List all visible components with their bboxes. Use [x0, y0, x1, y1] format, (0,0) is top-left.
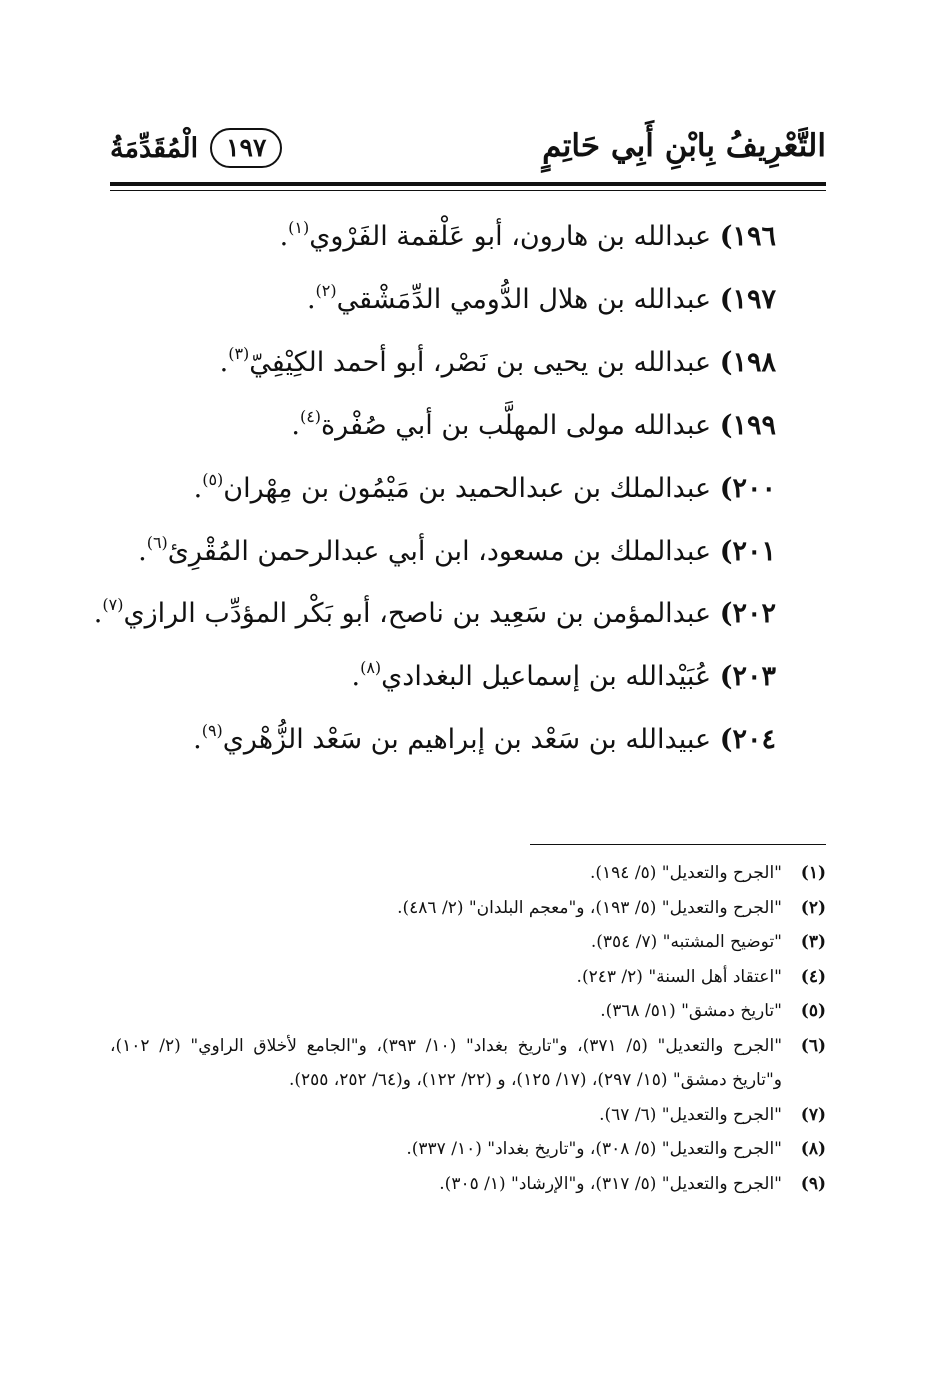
footnote-3 — [110, 925, 826, 960]
entry-text: عُبَيْدالله بن إسماعيل البغدادي — [381, 661, 712, 692]
footnote-number: (٤) — [800, 966, 826, 987]
footnote-6 — [110, 1029, 826, 1098]
entry-number: ١٩٩) — [719, 410, 776, 441]
footnote-ref: (٣) — [228, 344, 250, 363]
entry-text: عبدالله بن هارون، أبو عَلْقمة الفَرْوي — [309, 221, 712, 252]
entry-201: ٢٠١) عبدالملك بن مسعود، ابن أبي عبدالرحمن المُقْرِئ$^{(٦)}$. — [138, 533, 776, 567]
section-title: الْمُقَدِّمَةُ — [110, 132, 199, 164]
footnote-separator — [530, 844, 826, 845]
page-number-badge: ١٩٧ — [210, 128, 282, 168]
footnote-number: (٧) — [800, 1104, 826, 1125]
entry-196: ١٩٦) عبدالله بن هارون، أبو عَلْقمة الفَرْوي$^{(١)}$. — [279, 218, 776, 252]
footnote-ref: (٧) — [102, 595, 124, 614]
entry-text: عبدالمؤمن بن سَعِيد بن ناصح، أبو بَكْر المؤدِّب الرازي — [123, 598, 712, 629]
footnote-ref: (٦) — [146, 533, 168, 552]
footnote-list — [110, 856, 826, 1201]
footnote-number: (٢) — [800, 897, 826, 918]
footnote-ref: (٩) — [201, 721, 223, 740]
entry-198: ١٩٨) عبدالله بن يحيى بن نَصْر، أبو أحمد الكِيْفِيّ$^{(٣)}$. — [219, 344, 776, 378]
footnote-4 — [110, 960, 826, 995]
footnote-text: "الجرح والتعديل" (٥/ ٣٠٨)، و"تاريخ بغداد" (١٠/ ٣٣٧). — [406, 1139, 782, 1159]
running-header — [110, 120, 826, 180]
entry-number: ٢٠٤) — [719, 724, 776, 755]
footnote-text: "الجرح والتعديل" (٥/ ١٩٣)، و"معجم البلدان" (٢/ ٤٨٦). — [397, 897, 782, 918]
entry-203: ٢٠٣) عُبَيْدالله بن إسماعيل البغدادي$^{(٨)}$. — [351, 658, 776, 692]
footnote-ref: (١) — [288, 218, 310, 237]
footnote-number: (٣) — [800, 932, 826, 952]
footnote-number: (١) — [800, 863, 826, 883]
entry-number: ٢٠١) — [719, 536, 776, 567]
footnote-number: (٨) — [800, 1139, 826, 1159]
entry-text: عبدالله مولى المهلَّب بن أبي صُفْرة — [321, 410, 712, 441]
footnote-text: "الجرح والتعديل" (٥/ ٣١٧)، و"الإرشاد" (١/ ٣٠٥). — [439, 1173, 782, 1194]
header-rule-thin — [110, 190, 826, 191]
entry-list — [93, 205, 776, 771]
footnote-1 — [110, 856, 826, 891]
footnote-5 — [110, 994, 826, 1029]
footnote-text: "توضيح المشتبه" (٧/ ٣٥٤). — [590, 932, 782, 952]
footnote-text: "الجرح والتعديل" (٥/ ٣٧١)، و"تاريخ بغداد" (١٠/ ٣٩٣)، و"الجامع لأخلاق الراوي" (٢/ ١٠٢)، و"تاريخ دمشق" (١٥/ ٢٩٧)، (١٧/ ١٢٥)، و (٢٢/ ١٢٢)، و(٦٤/ ٢٥٢، ٢٥٥). — [110, 1035, 783, 1090]
entry-number: ١٩٨) — [719, 347, 776, 378]
entry-202: ٢٠٢) عبدالمؤمن بن سَعِيد بن ناصح، أبو بَكْر المؤدِّب الرازي$^{(٧)}$. — [93, 595, 776, 629]
footnote-text: "الجرح والتعديل" (٦/ ٦٧). — [599, 1104, 782, 1125]
header-rule-thick — [110, 182, 826, 186]
footnote-text: "تاريخ دمشق" (٥١/ ٣٦٨). — [600, 1001, 782, 1021]
entry-text: عبدالله بن هلال الدُّومي الدِّمَشْقي — [336, 284, 712, 315]
entry-200: ٢٠٠) عبدالملك بن عبدالحميد بن مَيْمُون بن مِهْران$^{(٥)}$. — [193, 470, 776, 504]
entry-number: ١٩٧) — [719, 284, 776, 315]
footnote-9 — [110, 1167, 826, 1202]
footnote-text: "اعتقاد أهل السنة" (٢/ ٢٤٣). — [576, 966, 782, 987]
footnote-number: (٩) — [800, 1173, 826, 1194]
entry-204: ٢٠٤) عبيدالله بن سَعْد بن إبراهيم بن سَعْد الزُّهْري$^{(٩)}$. — [193, 721, 776, 755]
footnote-ref: (٥) — [202, 470, 224, 489]
entry-number: ٢٠٠) — [719, 473, 776, 504]
footnote-ref: (٤) — [299, 407, 322, 426]
footnote-2 — [110, 891, 826, 926]
entry-number: ١٩٦) — [719, 221, 776, 252]
entry-text: عبدالملك بن مسعود، ابن أبي عبدالرحمن المُقْرِئ — [167, 536, 712, 567]
entry-text: عبدالملك بن عبدالحميد بن مَيْمُون بن مِهْران — [223, 473, 712, 504]
footnote-number: (٦) — [800, 1035, 826, 1056]
footnote-8 — [110, 1132, 826, 1167]
footnote-number: (٥) — [800, 1001, 826, 1021]
entry-number: ٢٠٢) — [719, 598, 776, 629]
entry-number: ٢٠٣) — [719, 661, 776, 692]
book-title: التَّعْرِيفُ بِابْنِ أَبِي حَاتِمٍ — [542, 128, 826, 164]
entry-197: ١٩٧) عبدالله بن هلال الدُّومي الدِّمَشْقي$^{(٢)}$. — [306, 281, 776, 315]
entry-199: ١٩٩) عبدالله مولى المهلَّب بن أبي صُفْرة$^{(٤)}$. — [291, 407, 776, 441]
entry-text: عبيدالله بن سَعْد بن إبراهيم بن سَعْد الزُّهْري — [222, 724, 712, 755]
entry-text: عبدالله بن يحيى بن نَصْر، أبو أحمد الكِيْفِيّ — [249, 347, 712, 378]
header-section-group — [110, 128, 282, 168]
footnote-text: "الجرح والتعديل" (٥/ ١٩٤). — [589, 863, 782, 883]
footnote-7 — [110, 1098, 826, 1133]
footnote-ref: (٢) — [315, 281, 337, 300]
footnote-ref: (٨) — [360, 658, 382, 677]
